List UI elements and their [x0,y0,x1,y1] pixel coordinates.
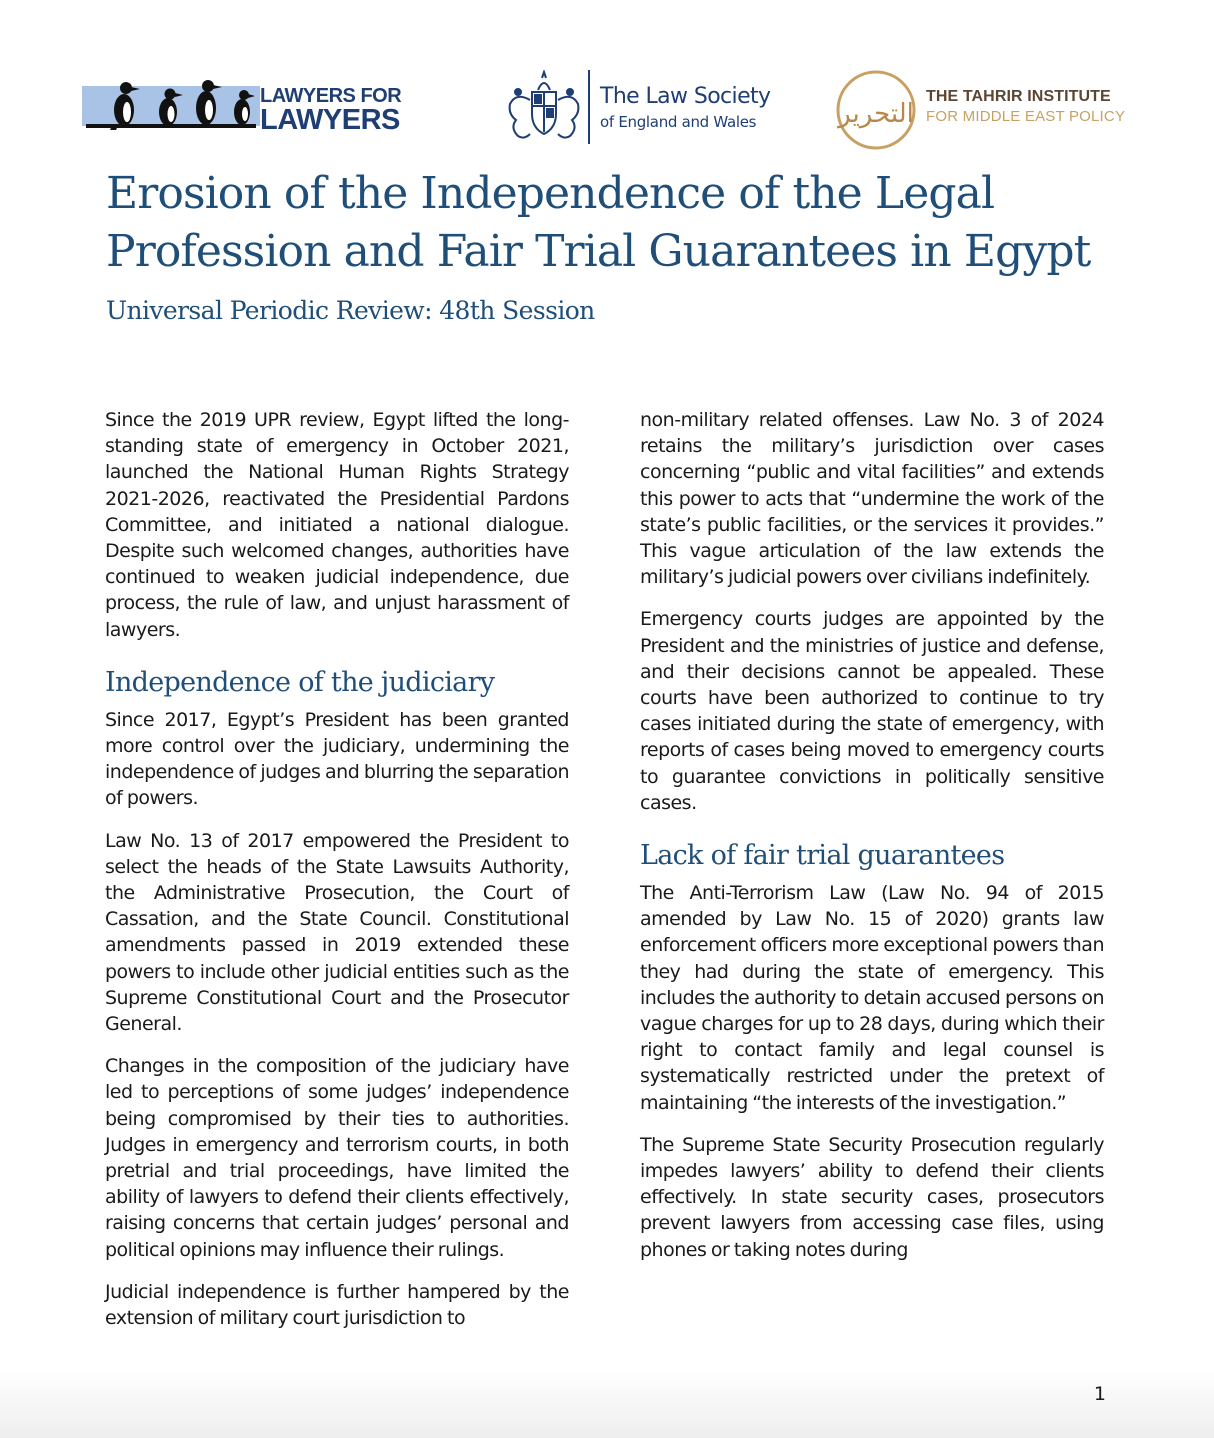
military-courts-paragraph: non-military related offenses. Law No. 3 of 2024 retains the military’s jurisdiction over cases concerning “public and vital facilities” and extends this power to acts that “undermine the work of the state’s public facilities, or the services it provides.” This vague articulation of the law extends the military’s judicial powers over civilians indefinitely. [640,409,1104,589]
document-title: Erosion of the Independence of the Legal Profession and Fair Trial Guarantees in Egypt [106,168,1091,277]
penguins-icon [82,72,260,130]
tahrir-arabic-mark: التحرير [838,99,914,129]
tahrir-line2: FOR MIDDLE EAST POLICY [926,108,1126,125]
law-society-logo [504,70,794,146]
law-society-divider [588,70,590,144]
law-society-line1: The Law Society [600,84,771,109]
tahrir-institute-logo [836,66,1136,154]
page-number: 1 [1093,1383,1106,1405]
state-security-paragraph: The Supreme State Security Prosecution regularly impedes lawyers’ ability to defend their clients effectively. In state security cases, prosecutors prevent lawyers from accessing case files, using phones or taking notes during [640,1133,1104,1261]
tahrir-wordmark [926,88,1125,125]
intro-paragraph: Since the 2019 UPR review, Egypt lifted the long-standing state of emergency in October 2021, launched the National Human Rights Strategy 2021-2026, reactivated the Presidential Pardons Committee, and initiated a national dialogue. Despite such welcomed changes, authorities have continued to weaken judicial independence, due process, the rule of law, and unjust harassment of lawyers. [105,409,569,641]
document-subtitle: Universal Periodic Review: 48th Session [106,296,595,325]
judiciary-paragraph-1: Since 2017, Egypt’s President has been granted more control over the judiciary, undermining the independence of judges and blurring the separation of powers. [105,708,569,810]
tahrir-line1: THE TAHRIR INSTITUTE [926,88,1111,105]
section-heading-judiciary: Independence of the judiciary [105,666,495,698]
law-society-line2: of England and Wales [600,113,757,131]
judiciary-paragraph-3: Changes in the composition of the judiciary have led to perceptions of some judges’ independence being compromised by their ties to authorities. Judges in emergency and terrorism courts, in both pretrial and trial proceedings, have limited the ability of lawyers to defend their clients effectively, raising concerns that certain judges’ personal and political opinions may influence their rulings. [105,1055,569,1261]
left-column [105,407,569,1331]
judiciary-paragraph-2: Law No. 13 of 2017 empowered the President to select the heads of the State Lawsuits Authority, the Administrative Prosecution, the Court of Cassation, and the State Council. Constitutional amendments passed in 2019 extended these powers to include other judicial entities such as the Supreme Constitutional Court and the Prosecutor General. [105,829,569,1036]
anti-terrorism-paragraph: The Anti-Terrorism Law (Law No. 94 of 2015 amended by Law No. 15 of 2020) grants law enforcement officers more exceptional powers than they had during the state of emergency. This includes the authority to detain accused persons on vague charges for up to 28 days, during which their right to contact family and legal counsel is systematically restricted under the pretext of maintaining “the interests of the investigation.” [640,882,1104,1114]
section-heading-fair-trial: Lack of fair trial guarantees [640,840,1005,872]
coat-of-arms-icon [504,70,584,146]
lfl-line2: LAWYERS [260,104,400,136]
law-society-wordmark [600,84,770,131]
emergency-courts-paragraph: Emergency courts judges are appointed by the President and the ministries of justice and defense, and their decisions cannot be appealed. These courts have been authorized to continue to try cases initiated during the state of emergency, with reports of cases being moved to emergency courts to guarantee convictions in politically sensitive cases. [640,608,1104,814]
page-bottom-shade [0,1368,1214,1438]
lfl-wordmark [260,86,401,135]
lfl-line1: LAWYERS FOR [260,85,402,107]
judiciary-paragraph-4: Judicial independence is further hampered by the extension of military court jurisdiction to [105,1280,569,1330]
tahrir-emblem-icon [836,66,920,154]
right-column [640,407,1104,1263]
lawyers-for-lawyers-logo [82,72,438,136]
